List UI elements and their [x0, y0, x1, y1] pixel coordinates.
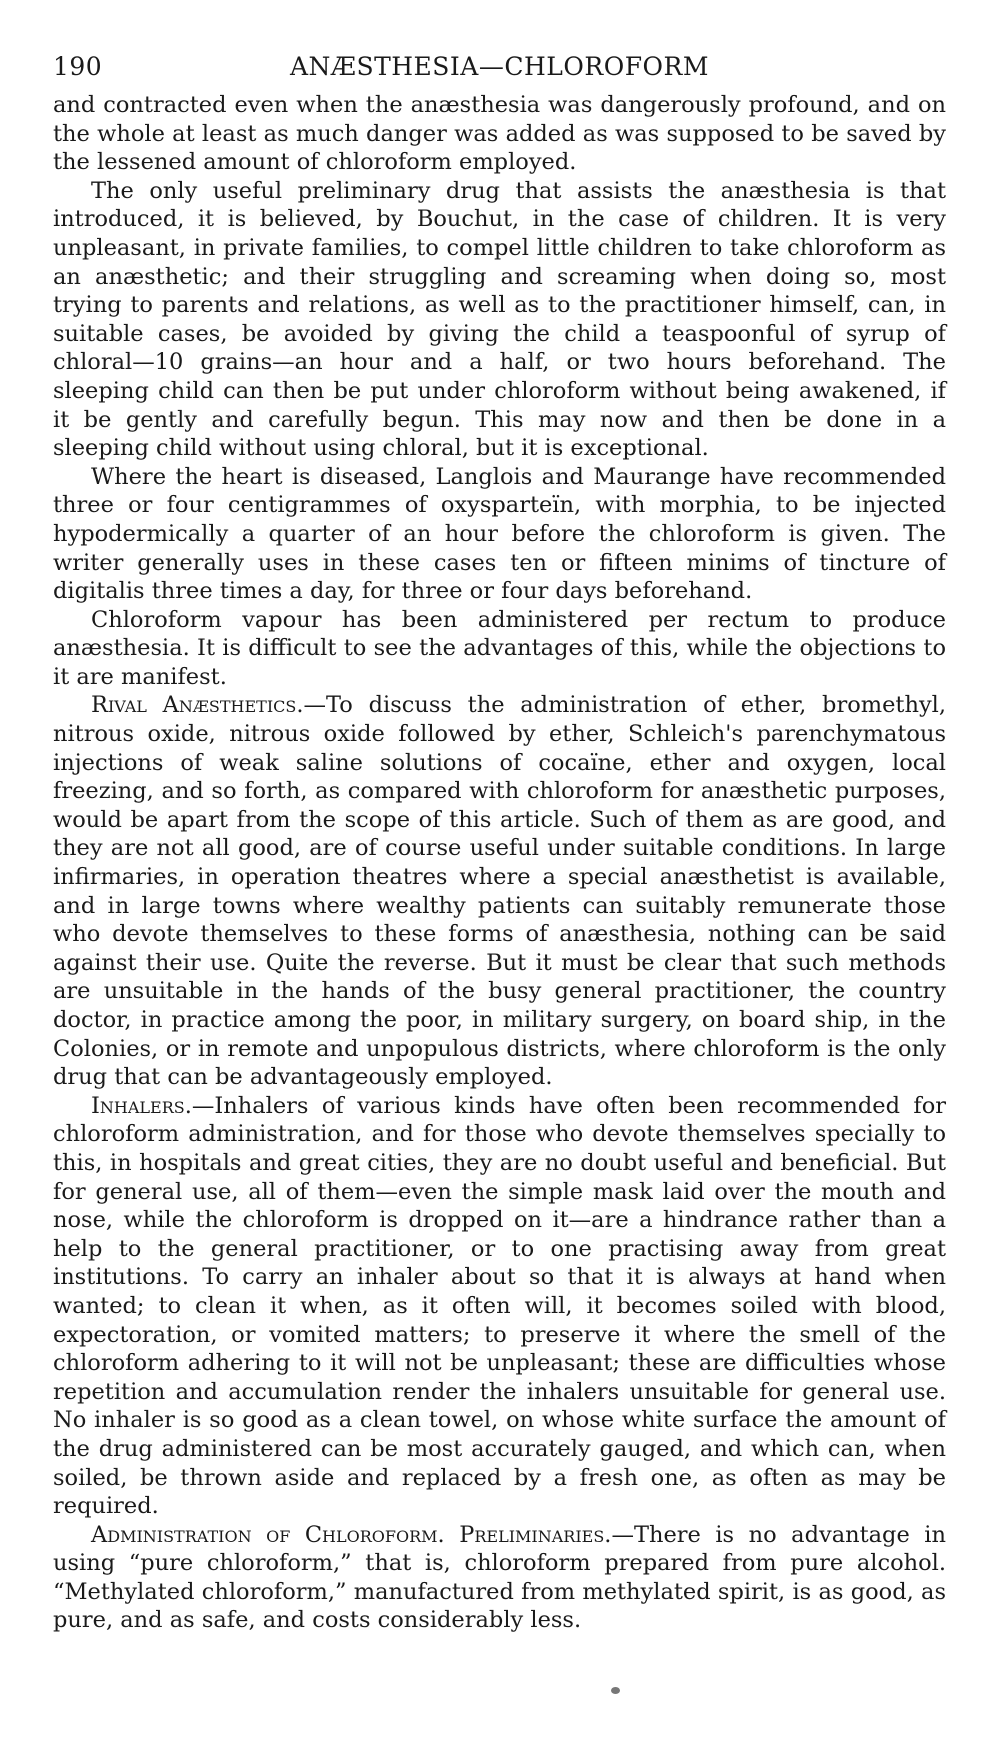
- paragraph-inhalers: [53, 1092, 946, 1521]
- paragraph-heart-disease: [53, 463, 946, 606]
- section-heading-rival-anaesthetics: Rival Anæsthetics.: [91, 692, 304, 719]
- paragraph-text: and contracted even when the anæsthesia was dangerously profound, and on the whole at least as much danger was added as was supposed to be saved by the lessened amount of chloroform employed.: [53, 92, 946, 176]
- paragraph-text: —To discuss the administration of ether, bromethyl, nitrous oxide, nitrous oxide followed by ether, Schleich's parenchymatous injections of weak saline solutions of cocaïne, ether and oxygen, local freezing, and so forth, as compared with chloroform for anæsthetic purposes, would be apart from the scope of this article. Such of them as are good, and they are not all good, are of course useful under suitable conditions. In large infirmaries, in operation theatres where a special anæsthetist is available, and in large towns where wealthy patients can suitably remunerate those who devote themselves to these forms of anæsthesia, nothing can be said against their use. Quite the reverse. But it must be clear that such methods are unsuitable in the hands of the busy general practitioner, the country doctor, in practice among the poor, in military surgery, on board ship, in the Colonies, or in remote and unpopulous districts, where chloroform is the only drug that can be advantageously employed.: [53, 692, 946, 1091]
- section-heading-inhalers: Inhalers.: [91, 1092, 192, 1119]
- paragraph-rival-anaesthetics: [53, 691, 946, 1091]
- paragraph-text: The only useful preliminary drug that assists the anæsthesia is that introduced, it is believed, by Bouchut, in the case of children. It is very unpleasant, in private families, to compel little children to take chloroform as an anæsthetic; and their struggling and screaming when doing so, most trying to parents and relations, as well as to the practitioner himself, can, in suitable cases, be avoided by giving the child a teaspoonful of syrup of chloral—10 grains—an hour and a half, or two hours beforehand. The sleeping child can then be put under chloroform without being awakened, if it be gently and carefully begun. This may now and then be done in a sleeping child without using chloral, but it is exceptional.: [53, 177, 946, 462]
- paragraph-continuation: [53, 91, 946, 177]
- paragraph-text: Chloroform vapour has been administered per rectum to produce anæsthesia. It is difficult to see the advantages of this, while the objections to it are manifest.: [53, 606, 946, 690]
- paragraph-per-rectum: [53, 606, 946, 692]
- page: [53, 44, 946, 1635]
- paragraph-text: —There is no advantage in using “pure chloroform,” that is, chloroform prepared from pure alcohol. “Methylated chloroform,” manufactured from methylated spirit, is as good, as pure, and as safe, and costs considerably less.: [53, 1521, 946, 1634]
- paragraph-text: Where the heart is diseased, Langlois and Maurange have recommended three or four centigrammes of oxyspartеïn, with morphia, to be injected hypodermically a quarter of an hour before the chloroform is given. The writer generally uses in these cases ten or fifteen minims of tincture of digitalis three times a day, for three or four days beforehand.: [53, 463, 946, 605]
- paragraph-text: —Inhalers of various kinds have often been recommended for chloroform administration, and for those who devote themselves specially to this, in hospitals and great cities, they are no doubt useful and beneficial. But for general use, all of them—even the simple mask laid over the mouth and nose, while the chloroform is dropped on it—are a hindrance rather than a help to the general practitioner, or to one practising away from great institutions. To carry an inhaler about so that it is always at hand when wanted; to clean it when, as it often will, it becomes soiled with blood, expectoration, or vomited matters; to preserve it where the smell of the chloroform adhering to it will not be unpleasant; these are difficulties whose repetition and accumulation render the inhalers unsuitable for general use. No inhaler is so good as a clean towel, on whose white surface the amount of the drug administered can be most accurately gauged, and which can, when soiled, be thrown aside and replaced by a fresh one, as often as may be required.: [53, 1092, 946, 1520]
- body-text: [53, 91, 946, 1635]
- section-heading-administration: Administration of Chloroform. Preliminaries.: [91, 1521, 612, 1548]
- paragraph-administration: [53, 1521, 946, 1635]
- page-number: 190: [53, 52, 103, 81]
- paragraph-preliminary-drug: [53, 177, 946, 463]
- ink-mark: [611, 1687, 620, 1694]
- running-head: [53, 44, 946, 80]
- running-title: ANÆSTHESIA—CHLOROFORM: [290, 52, 709, 81]
